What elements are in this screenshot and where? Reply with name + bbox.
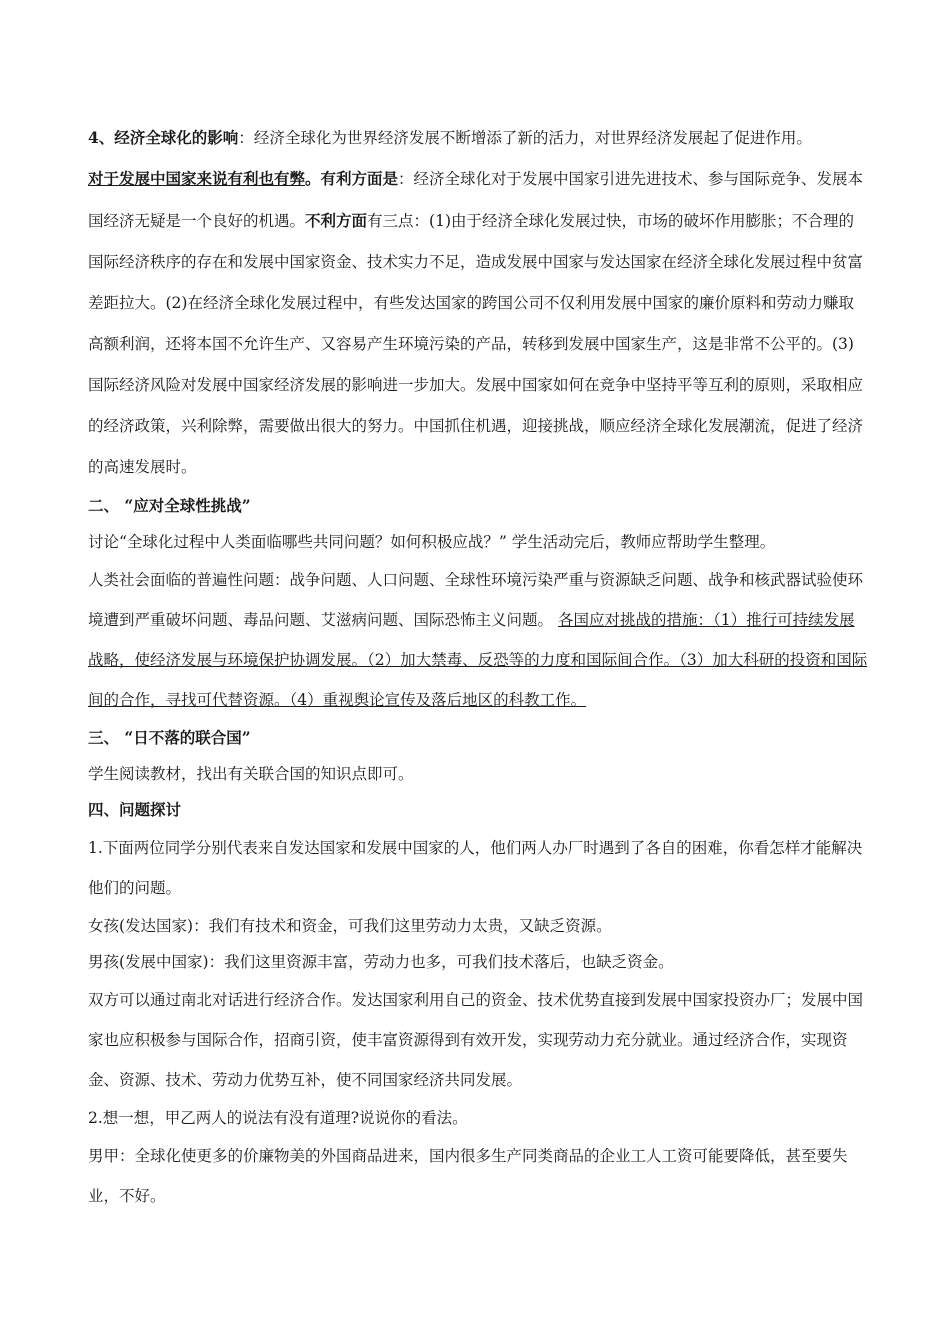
section3-title: 三、 “日不落的联合国” [88,728,251,747]
period: 。 [305,169,321,188]
section2-measures: 各国应对挑战的措施：（1）推行可持续发展战略，使经济发展与环境保护协调发展。（2）加大禁毒、反恐等的力度和国际间合作。（3）加大科研的投资和国际间的合作，寻找可代替资源。（4）重视舆论宣传及落后地区的科教工作。 [88,611,868,709]
section2-discussion: 讨论“全球化过程中人类面临哪些共同问题？如何积极应战？” 学生活动完后，教师应帮助学生整理。 [88,533,776,551]
section4-body [88,158,868,488]
question-1: 1.下面两位同学分别代表来自发达国家和发展中国家的人，他们两人办厂时遇到了各自的困难，你看怎样才能解决他们的问题。 [88,839,863,897]
boy-statement: 男孩(发展中国家)：我们这里资源丰富，劳动力也多，可我们技术落后，也缺乏资金。 [88,953,674,971]
section4-intro [88,120,868,156]
section4-title: 4、经济全球化的影响 [88,128,239,147]
section4-key-point: 对于发展中国家来说有利也有弊 [88,169,306,188]
girl-statement: 女孩(发达国家)：我们有技术和资金，可我们这里劳动力太贵，又缺乏资源。 [88,917,612,935]
man-a-statement: 男甲：全球化使更多的价廉物美的外国商品进来，国内很多生产同类商品的企业工人工资可能要降低，甚至要失业，不好。 [88,1147,848,1205]
section4b-title: 四、问题探讨 [88,800,182,819]
answer-1: 双方可以通过南北对话进行经济合作。发达国家利用自己的资金、技术优势直接到发展中国家投资办厂；发展中国家也应积极参与国际合作，招商引资，使丰富资源得到有效开发，实现劳动力充分就业。通过经济合作，实现资金、资源、技术、劳动力优势互补，使不同国家经济共同发展。 [88,991,864,1089]
section2-problems: 人类社会面临的普遍性问题：战争问题、人口问题、全球性环境污染严重与资源缺乏问题、战争和核武器试验使环境遭到严重破坏问题、毒品问题、艾滋病问题、国际恐怖主义问题。 [88,571,864,629]
section4-pros-text: ：经济全球化对于发展中国家引进先进技术、参与国际竞争、发展本国经济无疑是一个良好的机遇。 [88,170,864,230]
section3-text: 学生阅读教材，找出有关联合国的知识点即可。 [88,765,414,783]
section4-cons-text: 有三点：(1)由于经济全球化发展过快，市场的破坏作用膨胀；不合理的国际经济秩序的存在和发展中国家资金、技术实力不足，造成发展中国家与发达国家在经济全球化发展过程中贫富差距拉大。(2)在经济全球化发展过程中，有些发达国家的跨国公司不仅利用发展中国家的廉价原料和劳动力赚取高额利润，还将本国不允许生产、又容易产生环境污染的产品，转移到发展中国家生产，这是非常不公平的。(3)国际经济风险对发展中国家经济发展的影响进一步加大。发展中国家如何在竞争中坚持平等互利的原则，采取相应的经济政策，兴利除弊，需要做出很大的努力。中国抓住机遇，迎接挑战，顺应经济全球化发展潮流，促进了经济的高速发展时。 [88,212,864,476]
section4-pros-label: 有利方面是 [320,169,399,188]
colon: ： [238,129,254,147]
section4-line1: 经济全球化为世界经济发展不断增添了新的活力，对世界经济发展起了促进作用。 [253,129,812,147]
section2-title: 二、 “应对全球性挑战” [88,496,251,515]
question-2: 2.想一想，甲乙两人的说法有没有道理?说说你的看法。 [88,1109,468,1127]
document-page [88,120,868,1216]
section4-cons-label: 不利方面 [305,211,368,230]
section2-problems-paragraph [88,560,868,720]
